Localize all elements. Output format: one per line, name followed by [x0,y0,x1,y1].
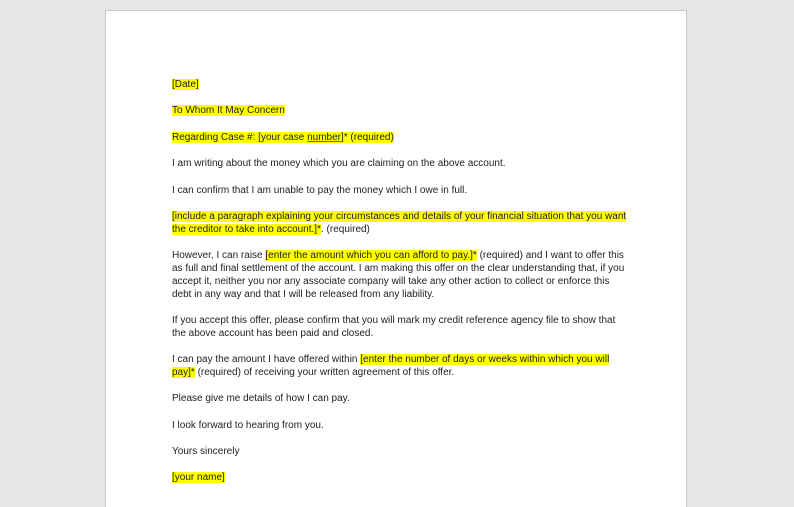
date-line [172,79,628,92]
raise-prefix: However, I can raise [172,250,266,262]
salutation: To Whom It May Concern [172,105,285,117]
salutation-line [172,105,628,118]
regarding-required: (required) [347,131,394,143]
days-field[interactable]: [enter the number of days or weeks within which you will pay]* [172,354,610,378]
paragraph-circumstances [172,211,628,237]
pay-rest: (required) of receiving your written agreement of this offer. [194,366,455,378]
name-line [172,472,628,485]
date-placeholder[interactable]: [Date] [172,79,199,90]
paragraph-details: Please give me details of how I can pay. [172,393,350,405]
regarding-suffix: ]* [340,131,348,143]
regarding-prefix: Regarding Case #: [your case [172,131,308,143]
pay-prefix: I can pay the amount I have offered within [172,354,361,366]
regarding-line [172,132,628,145]
circumstances-required: . (required) [320,223,370,235]
paragraph-confirm: I can confirm that I am unable to pay the money which I owe in full. [172,184,468,196]
paragraph-forward: I look forward to hearing from you. [172,419,324,431]
name-placeholder[interactable]: [your name] [172,472,225,484]
regarding-case-field[interactable] [172,132,394,143]
closing-line: Yours sincerely [172,446,240,458]
paragraph-accept: If you accept this offer, please confirm that you will mark my credit reference agency file to show that the above account has been paid and closed. [172,314,616,339]
circumstances-field[interactable]: [include a paragraph explaining your circumstances and details of your financial situation that you want the creditor to take into account.]* [172,210,627,235]
raise-rest: (required) and I want to offer this as full and final settlement of the account. I am making this offer on the clear understanding that, if you accept it, neither you nor any associate company will take any other action to collect or enforce this debt in any way and that I will be released from any liability. [172,250,625,300]
paragraph-raise [172,250,628,301]
paragraph-pay [172,354,628,380]
paragraph-writing: I am writing about the money which you are claiming on the above account. [172,158,506,170]
document-page [105,10,687,507]
letter-body [172,79,628,499]
regarding-word: number [307,131,341,143]
amount-field[interactable]: [enter the amount which you can afford to pay.]* [265,250,477,262]
